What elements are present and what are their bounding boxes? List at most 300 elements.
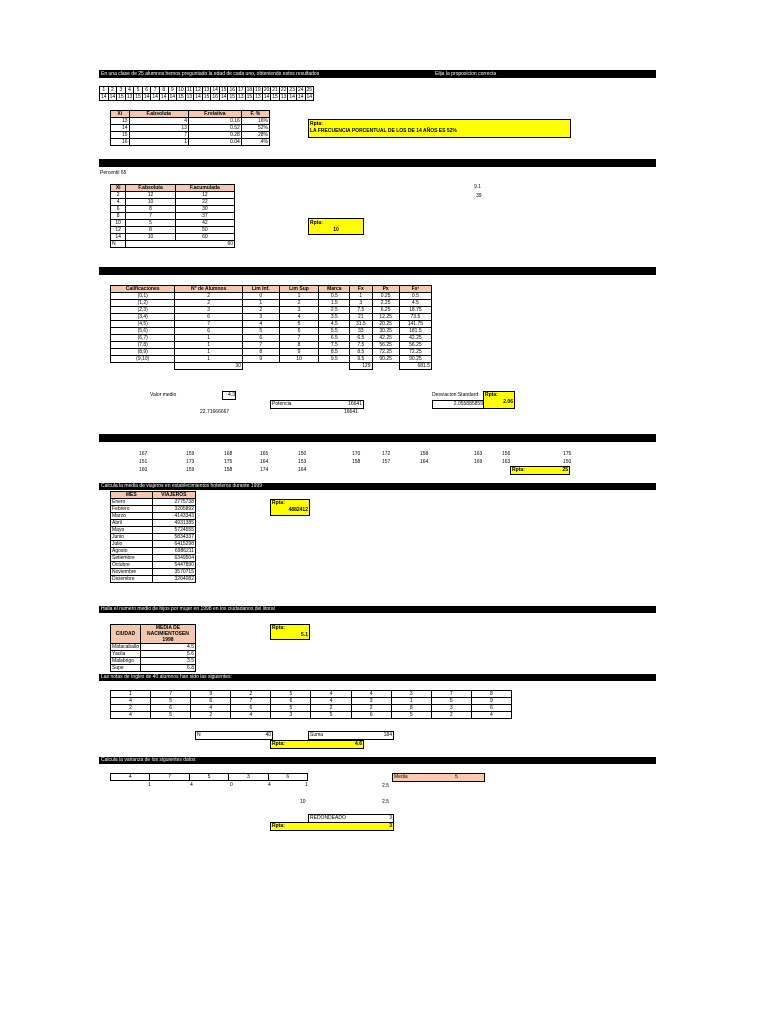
variance-data-cell: 3 bbox=[229, 774, 268, 781]
age-index-cell: 12 bbox=[195, 87, 201, 93]
side-value-1: 9.1 bbox=[474, 184, 481, 190]
grades-cell: 5 bbox=[242, 328, 279, 335]
grades-cell: 7 bbox=[279, 335, 319, 342]
table-row bbox=[111, 665, 196, 672]
total-fx2: 681.5 bbox=[399, 363, 431, 370]
age-value-cell: 15 bbox=[118, 94, 124, 100]
travelers-cell: 6986211 bbox=[152, 548, 195, 555]
frequency-cell: 4 bbox=[129, 118, 188, 125]
age-index-cell: 2 bbox=[108, 87, 117, 94]
age-value-cell: 13 bbox=[280, 94, 287, 100]
media-box bbox=[392, 773, 485, 782]
grades-cell: 2 bbox=[175, 300, 243, 307]
percentile-cell: 7 bbox=[126, 213, 175, 220]
month-cell: Agosto bbox=[111, 548, 153, 555]
percentile-cell: 10 bbox=[111, 220, 126, 227]
grade-cell: 4 bbox=[231, 712, 271, 719]
grades-cell: 21 bbox=[350, 314, 372, 321]
month-cell: Mayo bbox=[111, 527, 153, 534]
frequency-cell: 16 bbox=[111, 139, 130, 146]
n-label: N bbox=[197, 732, 201, 738]
section2-bar bbox=[99, 159, 656, 167]
total-row bbox=[111, 241, 235, 248]
frequency-header: F. % bbox=[241, 111, 269, 118]
table-row bbox=[111, 513, 196, 520]
section1-question: En una clase de 25 alumnos hemos preguntado la edad de cada uno, obteniendo estos resultados bbox=[101, 71, 320, 77]
grades-cell: 2.25 bbox=[372, 300, 399, 307]
grades-cell: 2 bbox=[175, 293, 243, 300]
age-value-cell: 15 bbox=[272, 94, 278, 100]
age-index-cell: 19 bbox=[255, 87, 261, 93]
grades-cell: 7 bbox=[175, 321, 243, 328]
percentile-cell: 12 bbox=[111, 227, 126, 234]
grades-cell: 6 bbox=[279, 328, 319, 335]
grade-cell: 6 bbox=[231, 705, 271, 712]
section4-answer-box bbox=[510, 466, 570, 475]
grade-cell: 8 bbox=[391, 705, 431, 712]
grades-grid bbox=[110, 690, 512, 719]
n-box bbox=[195, 731, 273, 740]
grades-cell: 90.25 bbox=[372, 356, 399, 363]
age-value-cell: 14 bbox=[143, 94, 150, 100]
month-cell: Abril bbox=[111, 520, 153, 527]
month-cell: Junio bbox=[111, 534, 153, 541]
grades-cell: 3 bbox=[350, 300, 372, 307]
height-value: 168 bbox=[224, 451, 233, 457]
frequency-cell: 0.16 bbox=[188, 118, 241, 125]
section5-question: Calcula la media de viajeros en establecimientos hoteleros durante 1999 bbox=[101, 483, 262, 489]
age-index-cell: 17 bbox=[238, 87, 244, 93]
grade-cell: 4 bbox=[311, 691, 351, 698]
percentile-header: F.absoluta bbox=[126, 185, 175, 192]
section7-answer-value: 4.6 bbox=[355, 741, 362, 747]
grades-header: Fx² bbox=[399, 286, 431, 293]
age-value-cell: 13 bbox=[255, 94, 261, 100]
grade-cell: 5 bbox=[151, 712, 191, 719]
grades-cell: 20.25 bbox=[372, 321, 399, 328]
section6-bar bbox=[99, 606, 656, 613]
section1-instruction: Elija la proposicion correcta bbox=[435, 71, 497, 77]
table-row bbox=[111, 132, 270, 139]
percentile-cell: 5 bbox=[126, 220, 175, 227]
section4-bar bbox=[99, 434, 656, 442]
n-value: 60 bbox=[126, 241, 235, 248]
grades-cell: 1 bbox=[175, 349, 243, 356]
age-index-cell: 8 bbox=[159, 87, 168, 94]
age-index-cell: 1 bbox=[100, 87, 109, 94]
grades-cell: 1 bbox=[175, 342, 243, 349]
age-index-cell: 7 bbox=[151, 87, 160, 94]
frequency-header: Xi bbox=[111, 111, 130, 118]
section7-answer-label: Rpta: bbox=[272, 741, 285, 747]
month-cell: Febrero bbox=[111, 506, 153, 513]
grades-cell: 4 bbox=[242, 321, 279, 328]
section8-answer-value: 3 bbox=[389, 823, 392, 829]
age-value-cell: 13 bbox=[186, 94, 193, 100]
table-row bbox=[111, 300, 432, 307]
age-value-cell: 14 bbox=[306, 94, 313, 100]
month-cell: Setiembre bbox=[111, 555, 153, 562]
height-value: 156 bbox=[502, 451, 511, 457]
suma-box bbox=[308, 731, 394, 740]
grades-cell: 56.25 bbox=[372, 342, 399, 349]
age-value-cell: 15 bbox=[246, 94, 253, 100]
grades-cell: 0 bbox=[242, 293, 279, 300]
grades-cell: 42.25 bbox=[372, 335, 399, 342]
grades-cell: 6 bbox=[242, 335, 279, 342]
section5-answer-box bbox=[270, 499, 310, 516]
percentile-cell: 8 bbox=[111, 213, 126, 220]
grade-cell: 6 bbox=[191, 698, 231, 705]
grades-cell: 33 bbox=[350, 328, 372, 335]
potencia-value: 16641 bbox=[348, 401, 362, 407]
blank-cell bbox=[242, 363, 279, 370]
grades-cell: 141.75 bbox=[399, 321, 431, 328]
table-row bbox=[111, 192, 235, 199]
frequency-header: F.relativa bbox=[188, 111, 241, 118]
grades-header: Lim Sup bbox=[279, 286, 319, 293]
grade-cell: 1 bbox=[111, 691, 151, 698]
grades-cell: 6 bbox=[175, 314, 243, 321]
totals-row bbox=[111, 363, 432, 370]
grade-cell: 4 bbox=[351, 691, 391, 698]
grade-cell: 5 bbox=[311, 712, 351, 719]
travelers-cell: 2775738 bbox=[152, 499, 195, 506]
grades-cell: (2,3) bbox=[111, 307, 175, 314]
variance-value-1: 2.5 bbox=[382, 783, 389, 789]
grades-cell: 1 bbox=[175, 356, 243, 363]
frequency-cell: 0.52 bbox=[188, 125, 241, 132]
grade-cell: 2 bbox=[191, 712, 231, 719]
valor-medio-label: Valor medio bbox=[150, 392, 177, 398]
age-value-cell: 14 bbox=[289, 94, 295, 100]
age-index-cell: 25 bbox=[306, 87, 313, 93]
grade-cell: 6 bbox=[471, 705, 511, 712]
grades-cell: 7.5 bbox=[319, 342, 350, 349]
grades-cell: 0.5 bbox=[319, 293, 350, 300]
frequency-header: F.absoluta bbox=[129, 111, 188, 118]
table-row bbox=[111, 349, 432, 356]
section3-answer-value: 2.06 bbox=[503, 399, 513, 405]
grade-cell: 5 bbox=[271, 705, 311, 712]
height-value: 158 bbox=[420, 451, 429, 457]
grades-header: Lim Inf. bbox=[242, 286, 279, 293]
grades-cell: 8.5 bbox=[319, 349, 350, 356]
table-row bbox=[111, 125, 270, 132]
grade-cell: 9 bbox=[471, 698, 511, 705]
travelers-cell: 6415298 bbox=[152, 541, 195, 548]
grades-cell: 6.5 bbox=[319, 335, 350, 342]
percentile-cell: 22 bbox=[175, 199, 234, 206]
grades-cell: 4.5 bbox=[319, 321, 350, 328]
table-row bbox=[111, 705, 512, 712]
grades-cell: 3 bbox=[279, 307, 319, 314]
age-index-cell: 11 bbox=[186, 87, 192, 93]
height-value: 160 bbox=[139, 467, 148, 473]
travelers-cell: 3570715 bbox=[152, 569, 195, 576]
month-cell: Octubre bbox=[111, 562, 153, 569]
height-value: 159 bbox=[186, 467, 195, 473]
grade-cell: 4 bbox=[111, 712, 151, 719]
city-cell: Supe bbox=[111, 665, 141, 672]
grades-cell: 18.75 bbox=[399, 307, 431, 314]
percentile-cell: 37 bbox=[175, 213, 234, 220]
height-value: 172 bbox=[382, 451, 391, 457]
blank-cell bbox=[319, 363, 350, 370]
age-value-cell: 15 bbox=[178, 94, 184, 100]
table-row bbox=[111, 527, 196, 534]
frequency-cell: 7 bbox=[129, 132, 188, 139]
grade-cell: 5 bbox=[391, 712, 431, 719]
section6-answer-value: 5.1 bbox=[301, 632, 308, 638]
age-value-cell: 14 bbox=[160, 94, 167, 100]
section2-answer-box bbox=[308, 218, 364, 235]
table-row bbox=[111, 293, 432, 300]
height-value: 175 bbox=[224, 459, 233, 465]
table-row bbox=[111, 307, 432, 314]
variance-diff-value: 4 bbox=[190, 782, 193, 788]
grades-cell: 8.5 bbox=[350, 349, 372, 356]
table-row bbox=[111, 499, 196, 506]
grades-cell: 2 bbox=[242, 307, 279, 314]
section8-question: Calcula la varianza de los siguientes datos bbox=[101, 757, 196, 763]
section2-answer-label: Rpta: bbox=[310, 220, 323, 226]
total-fx: 129 bbox=[350, 363, 372, 370]
grade-cell: 2 bbox=[311, 705, 351, 712]
grade-cell: 5 bbox=[431, 698, 471, 705]
month-cell: Marzo bbox=[111, 513, 153, 520]
height-value: 164 bbox=[420, 459, 429, 465]
grades-cell: 9 bbox=[279, 349, 319, 356]
age-value-cell: 13 bbox=[126, 94, 133, 100]
travelers-table bbox=[110, 491, 196, 583]
height-value: 157 bbox=[382, 459, 391, 465]
section1-answer-label: Rpta: bbox=[310, 121, 323, 127]
potencia-value-2: 16641 bbox=[344, 409, 358, 415]
grade-cell: 2 bbox=[111, 705, 151, 712]
grades-cell: 2 bbox=[279, 300, 319, 307]
grades-cell: 6 bbox=[175, 328, 243, 335]
travelers-header: MES bbox=[111, 492, 153, 499]
variance-data-cell: 5 bbox=[189, 774, 228, 781]
total-n: 30 bbox=[175, 363, 243, 370]
other-value: 22.71666667 bbox=[200, 409, 230, 415]
percentile-header: Xi bbox=[111, 185, 126, 192]
table-row bbox=[111, 562, 196, 569]
section8-answer-label: Rpta: bbox=[272, 823, 285, 829]
grade-cell: 9 bbox=[191, 691, 231, 698]
n-value: 40 bbox=[265, 732, 271, 738]
n-label: N bbox=[111, 241, 126, 248]
table-row bbox=[111, 534, 196, 541]
age-index-cell: 5 bbox=[134, 87, 143, 94]
percentile-cell: 8 bbox=[126, 206, 175, 213]
section7-question: Las notas de Ingles de 40 alumnos han sido las siguientes: bbox=[101, 674, 232, 680]
age-value-cell: 13 bbox=[238, 94, 244, 100]
age-index-cell: 18 bbox=[246, 87, 253, 93]
grades-cell: 7.5 bbox=[350, 342, 372, 349]
frequency-cell: 0.28 bbox=[188, 132, 241, 139]
grade-cell: 3 bbox=[391, 691, 431, 698]
travelers-cell: 5724555 bbox=[152, 527, 195, 534]
month-cell: Diciembre bbox=[111, 576, 153, 583]
table-row bbox=[111, 314, 432, 321]
table-row bbox=[111, 576, 196, 583]
percentile-cell: 12 bbox=[126, 192, 175, 199]
percentile-cell: 60 bbox=[175, 234, 234, 241]
section5-bar bbox=[99, 483, 656, 490]
redondeado-value: 3 bbox=[389, 815, 392, 821]
section7-bar bbox=[99, 674, 656, 681]
table-row bbox=[111, 220, 235, 227]
table-row bbox=[111, 555, 196, 562]
frequency-cell: 16% bbox=[241, 118, 269, 125]
valor-medio-value: 4.3 bbox=[222, 391, 236, 400]
grades-cell: 3 bbox=[175, 307, 243, 314]
table-row bbox=[111, 541, 196, 548]
section8-answer-box bbox=[270, 822, 394, 831]
section6-question: Halla el numero medio de hijos por mujer en 1998 en los ciudadanos del litoral bbox=[101, 606, 275, 612]
variance-data-table bbox=[110, 773, 308, 781]
grades-cell: (1,2) bbox=[111, 300, 175, 307]
age-value-cell: 14 bbox=[220, 94, 227, 100]
grades-cell: 3.5 bbox=[319, 314, 350, 321]
table-row bbox=[111, 644, 196, 651]
grade-cell: 2 bbox=[431, 712, 471, 719]
grades-cell: 7 bbox=[242, 342, 279, 349]
age-value-cell: 14 bbox=[169, 94, 176, 100]
age-index-cell: 23 bbox=[289, 87, 295, 93]
age-index-cell: 16 bbox=[229, 87, 235, 93]
grades-cell: (0,1) bbox=[111, 293, 175, 300]
birth-rate-cell: 6.8 bbox=[140, 665, 195, 672]
age-value-cell: 15 bbox=[135, 94, 141, 100]
grades-cell: (5,6) bbox=[111, 328, 175, 335]
grades-header: Marca bbox=[319, 286, 350, 293]
birth-rate-cell: 3.5 bbox=[140, 658, 195, 665]
blank-cell bbox=[279, 363, 319, 370]
section4-answer-label: Rpta: bbox=[512, 467, 525, 473]
ages-table bbox=[99, 86, 314, 101]
grades-cell: (7,8) bbox=[111, 342, 175, 349]
grades-cell: 6.5 bbox=[350, 335, 372, 342]
age-value-cell: 15 bbox=[229, 94, 235, 100]
table-row bbox=[111, 118, 270, 125]
frequency-cell: 14 bbox=[111, 125, 130, 132]
section6-answer-box bbox=[270, 624, 310, 640]
travelers-cell: 3204082 bbox=[152, 576, 195, 583]
city-cell: Malabrigo bbox=[111, 658, 141, 665]
height-value: 164 bbox=[298, 467, 307, 473]
age-index-cell: 9 bbox=[168, 87, 177, 94]
age-index-cell: 3 bbox=[117, 87, 126, 94]
grade-cell: 4 bbox=[191, 705, 231, 712]
section7-answer-box bbox=[270, 740, 364, 749]
cities-table bbox=[110, 624, 196, 672]
grades-cell: 2.5 bbox=[319, 307, 350, 314]
grades-cell: 4 bbox=[279, 314, 319, 321]
percentile-cell: 14 bbox=[111, 234, 126, 241]
section5-answer-value: 4882412 bbox=[288, 507, 308, 513]
grades-cell: 0.25 bbox=[372, 293, 399, 300]
frequency-cell: 28% bbox=[241, 132, 269, 139]
frequency-cell: 13 bbox=[111, 118, 130, 125]
height-value: 151 bbox=[139, 459, 148, 465]
cities-header: MEDIA DE NACIMIENTOSEN 1998 bbox=[140, 625, 195, 644]
grades-cell: 72.25 bbox=[372, 349, 399, 356]
table-row bbox=[111, 698, 512, 705]
month-cell: Julio bbox=[111, 541, 153, 548]
age-value-cell: 14 bbox=[101, 94, 107, 100]
grade-cell: 4 bbox=[111, 698, 151, 705]
grades-cell: 9.5 bbox=[350, 356, 372, 363]
grade-cell: 5 bbox=[151, 698, 191, 705]
percentile-cell: 50 bbox=[175, 227, 234, 234]
table-row bbox=[111, 321, 432, 328]
travelers-cell: 4143343 bbox=[152, 513, 195, 520]
grade-cell: 6 bbox=[271, 698, 311, 705]
grade-cell: 4 bbox=[311, 698, 351, 705]
height-value: 173 bbox=[186, 459, 195, 465]
age-index-cell: 20 bbox=[263, 87, 270, 93]
blank-cell bbox=[111, 363, 175, 370]
grade-cell: 5 bbox=[271, 691, 311, 698]
birth-rate-cell: 5.6 bbox=[140, 651, 195, 658]
grades-table bbox=[110, 285, 432, 370]
grades-cell: 31.5 bbox=[350, 321, 372, 328]
height-value: 170 bbox=[352, 451, 361, 457]
percentile-cell: 2 bbox=[111, 192, 126, 199]
grades-cell: 7.5 bbox=[350, 307, 372, 314]
grade-cell: 4 bbox=[471, 712, 511, 719]
grade-cell: 6 bbox=[151, 705, 191, 712]
percentile-cell: 12 bbox=[175, 192, 234, 199]
height-value: 150 bbox=[563, 459, 572, 465]
height-value: 163 bbox=[474, 451, 483, 457]
frequency-table bbox=[110, 110, 270, 146]
grade-cell: 3 bbox=[271, 712, 311, 719]
percentile-header: F.acumulada bbox=[175, 185, 234, 192]
table-row bbox=[111, 651, 196, 658]
height-value: 175 bbox=[563, 451, 572, 457]
age-value-cell: 15 bbox=[203, 94, 210, 100]
table-row bbox=[111, 328, 432, 335]
birth-rate-cell: 4.5 bbox=[140, 644, 195, 651]
table-row bbox=[111, 548, 196, 555]
age-value-cell: 14 bbox=[195, 94, 201, 100]
grade-cell: 7 bbox=[231, 698, 271, 705]
grades-header: Calificaciones bbox=[111, 286, 175, 293]
grades-cell: 1 bbox=[350, 293, 372, 300]
side-value-2: 39 bbox=[476, 193, 482, 199]
frequency-cell: 4% bbox=[241, 139, 269, 146]
grades-cell: 5.5 bbox=[319, 328, 350, 335]
percentile-cell: 10 bbox=[126, 199, 175, 206]
month-cell: Enero bbox=[111, 499, 153, 506]
age-index-cell: 10 bbox=[178, 87, 184, 93]
table-row bbox=[111, 356, 432, 363]
table-row bbox=[111, 227, 235, 234]
table-row bbox=[111, 234, 235, 241]
grades-cell: 8 bbox=[279, 342, 319, 349]
grades-cell: (9,10) bbox=[111, 356, 175, 363]
age-index-cell: 21 bbox=[272, 87, 278, 93]
frequency-cell: 1 bbox=[129, 139, 188, 146]
grades-cell: 10 bbox=[279, 356, 319, 363]
age-value-cell: 14 bbox=[297, 94, 304, 100]
frequency-cell: 0.04 bbox=[188, 139, 241, 146]
age-value-cell: 16 bbox=[212, 94, 218, 100]
